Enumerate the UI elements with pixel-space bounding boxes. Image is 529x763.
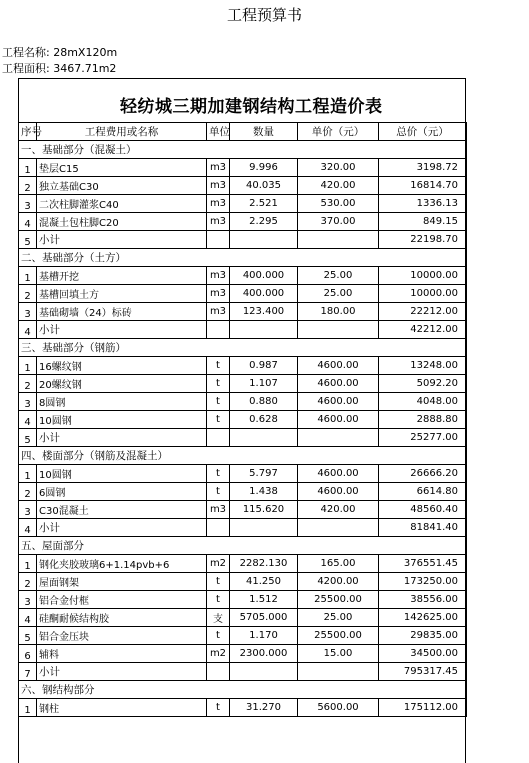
cell-total: 29835.00	[379, 627, 467, 645]
col-header-total: 总价（元）	[379, 123, 467, 141]
cell-no: 1	[19, 555, 37, 573]
cell-no: 2	[19, 285, 37, 303]
cell-qty: 41.250	[230, 573, 298, 591]
cell-name: C30混凝土	[37, 501, 207, 519]
cell-total: 81841.40	[379, 519, 467, 537]
cell-price: 165.00	[298, 555, 379, 573]
table-row	[19, 591, 467, 609]
section-header-row	[19, 339, 467, 357]
cell-name: 辅料	[37, 645, 207, 663]
table-row	[19, 357, 467, 375]
cell-unit: t	[207, 573, 230, 591]
table-row	[19, 285, 467, 303]
cell-price: 420.00	[298, 177, 379, 195]
project-name: 工程名称: 28mX120m	[2, 46, 118, 59]
cell-unit: t	[207, 357, 230, 375]
section-title: 一、基础部分（混凝土）	[19, 141, 467, 159]
table-row	[19, 195, 467, 213]
cell-unit: m3	[207, 213, 230, 231]
table-row	[19, 213, 467, 231]
cell-total: 2888.80	[379, 411, 467, 429]
cell-unit: m2	[207, 555, 230, 573]
cell-qty	[230, 663, 298, 681]
cell-qty: 2300.000	[230, 645, 298, 663]
section-title: 二、基础部分（土方）	[19, 249, 467, 267]
section-title: 五、屋面部分	[19, 537, 467, 555]
cell-name: 10圆钢	[37, 411, 207, 429]
table-row	[19, 375, 467, 393]
cell-qty: 2.295	[230, 213, 298, 231]
cell-price	[298, 429, 379, 447]
cell-total: 376551.45	[379, 555, 467, 573]
cell-total: 42212.00	[379, 321, 467, 339]
cell-total: 22212.00	[379, 303, 467, 321]
cell-no: 3	[19, 501, 37, 519]
cell-no: 4	[19, 519, 37, 537]
cell-no: 2	[19, 375, 37, 393]
cell-no: 5	[19, 231, 37, 249]
project-area: 工程面积: 3467.71m2	[2, 62, 117, 75]
cell-unit: 支	[207, 609, 230, 627]
cell-qty: 115.620	[230, 501, 298, 519]
cell-price	[298, 663, 379, 681]
cell-total: 25277.00	[379, 429, 467, 447]
cell-no: 3	[19, 303, 37, 321]
cell-unit: m2	[207, 645, 230, 663]
cell-unit: t	[207, 411, 230, 429]
cell-qty	[230, 321, 298, 339]
cell-total: 22198.70	[379, 231, 467, 249]
table-row	[19, 465, 467, 483]
cell-total: 10000.00	[379, 267, 467, 285]
subtotal-row	[19, 429, 467, 447]
cell-name: 小计	[37, 429, 207, 447]
cell-price: 4600.00	[298, 411, 379, 429]
cell-name: 基础砌墙（24）标砖	[37, 303, 207, 321]
cell-qty: 123.400	[230, 303, 298, 321]
cell-price: 15.00	[298, 645, 379, 663]
cell-no: 1	[19, 465, 37, 483]
table-row	[19, 393, 467, 411]
cell-total: 4048.00	[379, 393, 467, 411]
cell-name: 铝合金付框	[37, 591, 207, 609]
cell-no: 3	[19, 591, 37, 609]
cell-price: 4600.00	[298, 357, 379, 375]
cell-name: 20螺纹钢	[37, 375, 207, 393]
cell-name: 6圆钢	[37, 483, 207, 501]
cell-unit	[207, 519, 230, 537]
cell-no: 6	[19, 645, 37, 663]
cell-price: 5600.00	[298, 699, 379, 717]
cell-unit: t	[207, 483, 230, 501]
section-title: 四、楼面部分（钢筋及混凝土）	[19, 447, 467, 465]
cell-unit	[207, 321, 230, 339]
cell-name: 10圆钢	[37, 465, 207, 483]
cell-unit	[207, 429, 230, 447]
cell-name: 屋面钢架	[37, 573, 207, 591]
cell-price: 420.00	[298, 501, 379, 519]
cell-no: 1	[19, 267, 37, 285]
table-header-row	[19, 123, 467, 141]
cell-price: 25.00	[298, 267, 379, 285]
cell-total: 48560.40	[379, 501, 467, 519]
cell-total: 13248.00	[379, 357, 467, 375]
cell-name: 小计	[37, 519, 207, 537]
cell-qty: 400.000	[230, 285, 298, 303]
cell-unit: m3	[207, 501, 230, 519]
cost-table	[18, 122, 467, 717]
cell-price: 4600.00	[298, 375, 379, 393]
cell-total: 5092.20	[379, 375, 467, 393]
cell-total: 849.15	[379, 213, 467, 231]
cell-name: 钢柱	[37, 699, 207, 717]
cell-no: 7	[19, 663, 37, 681]
cell-name: 8圆钢	[37, 393, 207, 411]
cell-unit: t	[207, 699, 230, 717]
cell-no: 2	[19, 177, 37, 195]
col-header-qty: 数量	[230, 123, 298, 141]
cell-name: 小计	[37, 663, 207, 681]
cell-no: 1	[19, 699, 37, 717]
cell-total: 1336.13	[379, 195, 467, 213]
cell-no: 4	[19, 609, 37, 627]
cell-qty	[230, 519, 298, 537]
cell-no: 1	[19, 159, 37, 177]
subtotal-row	[19, 663, 467, 681]
section-title: 六、钢结构部分	[19, 681, 467, 699]
cell-unit: t	[207, 465, 230, 483]
cell-unit: t	[207, 591, 230, 609]
cell-name: 基槽开挖	[37, 267, 207, 285]
cell-qty: 5705.000	[230, 609, 298, 627]
cell-qty: 0.987	[230, 357, 298, 375]
cell-unit: t	[207, 375, 230, 393]
cell-total: 6614.80	[379, 483, 467, 501]
cell-no: 2	[19, 483, 37, 501]
cell-name: 小计	[37, 231, 207, 249]
cell-price	[298, 519, 379, 537]
cell-total: 16814.70	[379, 177, 467, 195]
table-row	[19, 483, 467, 501]
cell-name: 钢化夹胶玻璃6+1.14pvb+6	[37, 555, 207, 573]
cell-no: 4	[19, 321, 37, 339]
section-header-row	[19, 141, 467, 159]
cell-no: 1	[19, 357, 37, 375]
cell-price: 530.00	[298, 195, 379, 213]
cell-price: 25.00	[298, 285, 379, 303]
document-title: 工程预算书	[226, 6, 302, 24]
cell-total: 173250.00	[379, 573, 467, 591]
cell-price: 25500.00	[298, 627, 379, 645]
cell-qty: 1.107	[230, 375, 298, 393]
cell-unit	[207, 231, 230, 249]
subtotal-row	[19, 321, 467, 339]
table-row	[19, 177, 467, 195]
cell-name: 垫层C15	[37, 159, 207, 177]
col-header-price: 单价（元）	[298, 123, 379, 141]
cell-unit: m3	[207, 267, 230, 285]
cell-total: 10000.00	[379, 285, 467, 303]
cell-total: 38556.00	[379, 591, 467, 609]
cell-name: 硅酮耐候结构胶	[37, 609, 207, 627]
cell-total: 142625.00	[379, 609, 467, 627]
cell-name: 小计	[37, 321, 207, 339]
cell-qty: 1.170	[230, 627, 298, 645]
cell-unit: t	[207, 393, 230, 411]
table-row	[19, 645, 467, 663]
cell-price: 370.00	[298, 213, 379, 231]
section-header-row	[19, 447, 467, 465]
cell-unit: m3	[207, 159, 230, 177]
cell-name: 16螺纹钢	[37, 357, 207, 375]
cell-unit: m3	[207, 303, 230, 321]
cell-no: 5	[19, 627, 37, 645]
cell-no: 2	[19, 573, 37, 591]
cell-price	[298, 321, 379, 339]
table-row	[19, 303, 467, 321]
section-header-row	[19, 681, 467, 699]
cell-qty: 400.000	[230, 267, 298, 285]
cell-qty	[230, 429, 298, 447]
cell-qty: 40.035	[230, 177, 298, 195]
cell-price: 4600.00	[298, 465, 379, 483]
section-header-row	[19, 537, 467, 555]
cell-price: 4600.00	[298, 393, 379, 411]
cell-price: 320.00	[298, 159, 379, 177]
cell-name: 铝合金压块	[37, 627, 207, 645]
table-body	[19, 141, 467, 717]
subtotal-row	[19, 231, 467, 249]
cell-qty: 1.438	[230, 483, 298, 501]
cell-qty: 9.996	[230, 159, 298, 177]
cell-price: 25.00	[298, 609, 379, 627]
cell-no: 4	[19, 411, 37, 429]
cell-price	[298, 231, 379, 249]
subtotal-row	[19, 519, 467, 537]
cell-price: 4600.00	[298, 483, 379, 501]
cell-qty	[230, 231, 298, 249]
cell-total: 795317.45	[379, 663, 467, 681]
table-row	[19, 555, 467, 573]
section-header-row	[19, 249, 467, 267]
table-row	[19, 699, 467, 717]
table-row	[19, 627, 467, 645]
cell-price: 180.00	[298, 303, 379, 321]
cell-qty: 5.797	[230, 465, 298, 483]
cell-qty: 0.880	[230, 393, 298, 411]
col-header-name: 工程费用或名称	[37, 123, 207, 141]
cell-qty: 2282.130	[230, 555, 298, 573]
table-row	[19, 501, 467, 519]
table-row	[19, 159, 467, 177]
cell-total: 175112.00	[379, 699, 467, 717]
col-header-no: 序号	[19, 123, 37, 141]
cell-no: 3	[19, 393, 37, 411]
cell-total: 3198.72	[379, 159, 467, 177]
cell-price: 25500.00	[298, 591, 379, 609]
cell-unit: m3	[207, 285, 230, 303]
table-row	[19, 267, 467, 285]
cell-unit	[207, 663, 230, 681]
cell-qty: 31.270	[230, 699, 298, 717]
cell-qty: 0.628	[230, 411, 298, 429]
cell-name: 基槽回填土方	[37, 285, 207, 303]
cell-total: 34500.00	[379, 645, 467, 663]
cell-price: 4200.00	[298, 573, 379, 591]
sheet-title: 轻纺城三期加建钢结构工程造价表	[120, 97, 383, 117]
section-title: 三、基础部分（钢筋）	[19, 339, 467, 357]
cell-unit: t	[207, 627, 230, 645]
cell-name: 独立基础C30	[37, 177, 207, 195]
cell-total: 26666.20	[379, 465, 467, 483]
cell-qty: 1.512	[230, 591, 298, 609]
cell-name: 二次柱脚灌浆C40	[37, 195, 207, 213]
cell-no: 5	[19, 429, 37, 447]
col-header-unit: 单位	[207, 123, 230, 141]
cell-no: 3	[19, 195, 37, 213]
table-row	[19, 411, 467, 429]
cell-unit: m3	[207, 195, 230, 213]
table-row	[19, 609, 467, 627]
table-row	[19, 573, 467, 591]
cell-name: 混凝土包柱脚C20	[37, 213, 207, 231]
cell-qty: 2.521	[230, 195, 298, 213]
cell-no: 4	[19, 213, 37, 231]
cell-unit: m3	[207, 177, 230, 195]
